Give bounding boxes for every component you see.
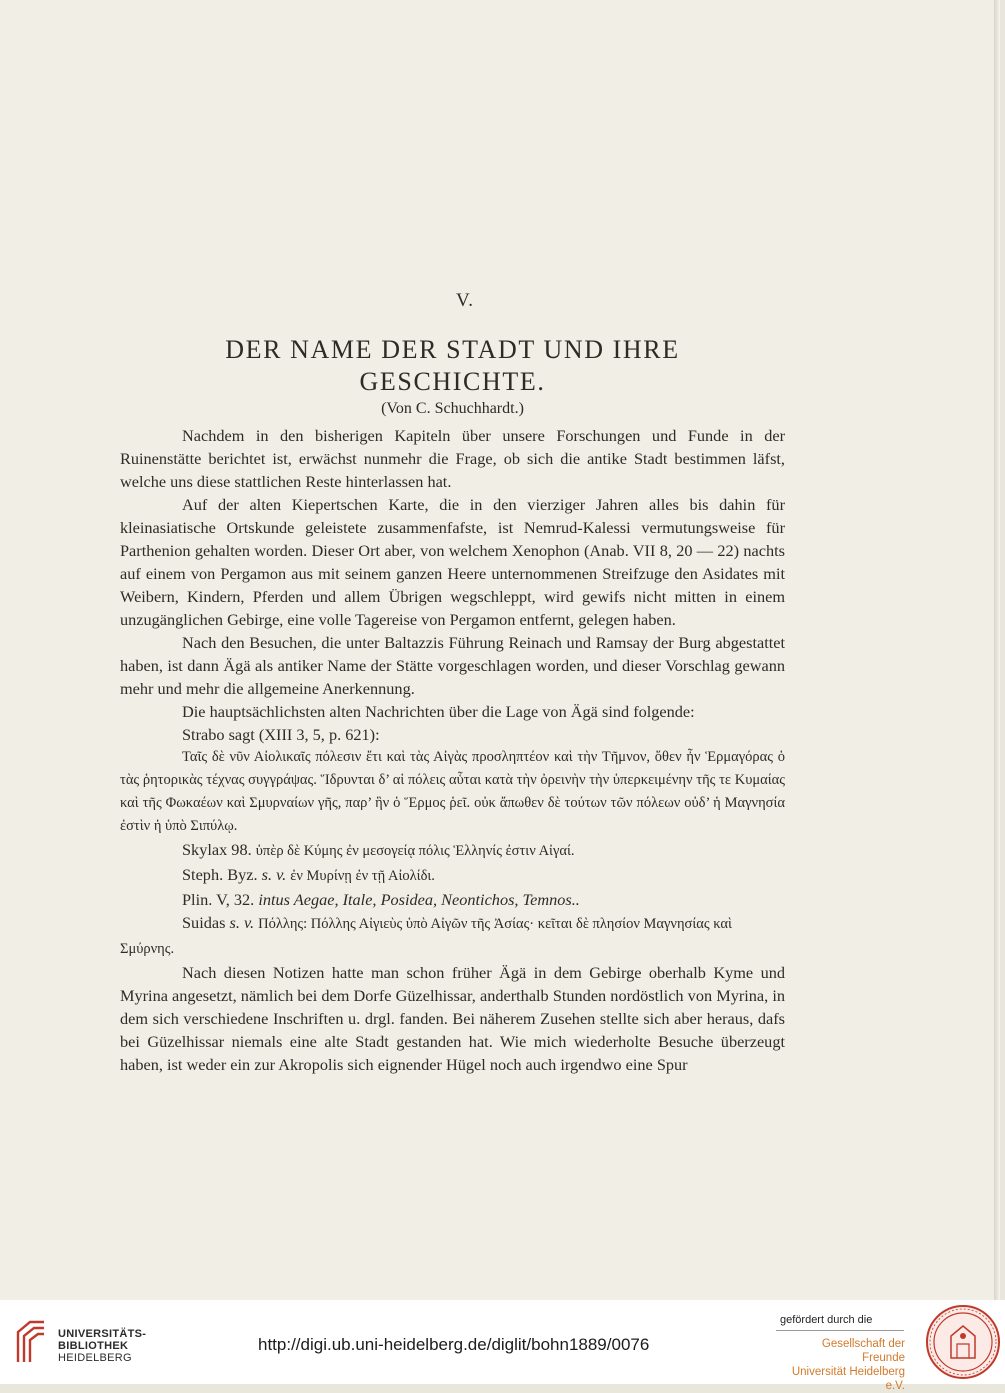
paragraph: Auf der alten Kiepertschen Karte, die in den vierziger Jahren alles bis dahin für kleinasiatische Ortskunde geleistete zusammenfafste, ist Nemrud-Kalessi vermutungsweise für Parthenion gehalten worden. Dieser Ort aber, von welchem Xenophon (Anab. VII 8, 20 — 22) nachts auf einem von Pergamon aus mit seinem ganzen Heere unternommenen Streifzuge den Asidates mit Weibern, Kindern, Pferden und allem Übrigen wegschleppt, wird gewifs nicht mitten in einem unzugänglichen Gebirge, eine volle Tagereise von Pergamon entfernt, gelegen haben. xyxy=(120,495,785,629)
source-text: intus Aegae, Itale, Posidea, Neontichos, Temnos.. xyxy=(258,890,580,909)
paragraph: Nach diesen Notizen hatte man schon früher Ägä in dem Gebirge oberhalb Kyme und Myrina angesetzt, nämlich bei dem Dorfe Güzelhissar, anderthalb Stunden nordöstlich von Myrina, in dem sich verschiedene Inschriften u. drgl. fanden. Bei näherem Zusehen stellte sich aber heraus, dafs bei Güzelhissar niemals eine alte Stadt gestanden hat. Wie mich wiederholte Besuche überzeugt haben, ist weder ein zur Akropolis sich eignender Hügel noch auch irgendwo eine Spur xyxy=(120,963,785,1074)
chapter-title xyxy=(120,334,785,398)
source-suidas xyxy=(120,911,785,961)
source-skylax xyxy=(120,838,785,863)
library-logo-icon[interactable] xyxy=(14,1318,48,1366)
paragraph: Nach den Besuchen, die unter Baltazzis Führung Reinach und Ramsay der Burg abgestattet haben, ist dann Ägä als antiker Name der Stätte vorgeschlagen worden, und dieser Vorschlag gewann mehr und mehr die allgemeine Anerkennung. xyxy=(120,633,785,698)
chapter-author: (Von C. Schuchhardt.) xyxy=(381,400,524,417)
source-ref: Plin. V, 32. xyxy=(182,890,255,909)
sponsor-name[interactable] xyxy=(777,1337,905,1393)
source-text: ἐν Μυρίνῃ ἐν τῇ Αἰολίδι. xyxy=(290,868,435,884)
source-text: ὑπὲρ δὲ Κύμης ἐν μεσογείᾳ πόλις Ἑλληνίς ἐστιν Αἰγαί. xyxy=(255,843,575,859)
sponsor-divider xyxy=(776,1330,904,1331)
text-block xyxy=(120,290,785,1076)
library-name xyxy=(58,1328,146,1364)
paragraph: Die hauptsächlichsten alten Nachrichten über die Lage von Ägä sind folgende: xyxy=(182,702,695,721)
chapter-title-line1: DER NAME DER STADT UND IHRE xyxy=(225,335,680,364)
sponsor-label: gefördert durch die xyxy=(780,1314,873,1326)
source-ref: Steph. Byz. xyxy=(182,865,258,884)
chapter-number: V. xyxy=(455,290,475,311)
sponsor-name-line2: Universität Heidelberg e.V. xyxy=(791,1366,905,1392)
source-abbr: s. v. xyxy=(261,865,287,884)
footer-bar xyxy=(0,1300,1005,1392)
library-name-line2: BIBLIOTHEK xyxy=(58,1340,129,1352)
source-stephanus xyxy=(120,863,785,888)
permalink-url[interactable]: http://digi.ub.uni-heidelberg.de/diglit/bohn1889/0076 xyxy=(258,1335,650,1354)
source-text: Πόλλης: Πόλλης Αἰγιεὺς ὑπὸ Αἰγῶν τῆς Ἀσίας· κεῖται δὲ πλησίον Μαγνησίας καὶ Σμύρνης. xyxy=(120,916,732,957)
strabo-quote: Ταῖς δὲ νῦν Αἰολικαῖς πόλεσιν ἔτι καὶ τὰς Αἰγὰς προσληπτέον καὶ τὴν Τῆμνον, ὅθεν ἦν Ἑρμαγόρας ὁ τὰς ῥητορικὰς τέχνας συγγράψας. Ἵδρυνται δ’ αἱ πόλεις αὗται κατὰ τὴν ὀρεινὴν τὴν ὑπερκειμένην τῆς τε Κυμαίας καὶ τῆς Φωκαέων καὶ Σμυρναίων γῆς, παρ’ ἣν ὁ Ἕρμος ῥεῖ. οὐκ ἄπωθεν δὲ τούτων τῶν πόλεων οὐδ’ ἡ Μαγνησία ἐστὶν ἡ ὑπὸ Σιπύλῳ. xyxy=(120,749,785,834)
sponsor-name-line1: Gesellschaft der Freunde xyxy=(821,1338,905,1364)
source-ref: Suidas xyxy=(182,913,226,932)
source-abbr: s. v. xyxy=(229,913,255,932)
paragraph: Nachdem in den bisherigen Kapiteln über unsere Forschungen und Funde in der Ruinenstätte berichtet ist, erwächst nunmehr die Frage, ob sich die antike Stadt bestimmen läfst, welche uns diese stattlichen Reste hinterlassen hat. xyxy=(120,426,785,491)
source-ref: Skylax 98. xyxy=(182,840,252,859)
university-seal-icon[interactable] xyxy=(925,1304,1001,1380)
page-edge xyxy=(994,0,1000,1300)
library-name-line3: HEIDELBERG xyxy=(58,1352,132,1364)
strabo-intro: Strabo sagt (XIII 3, 5, p. 621): xyxy=(182,725,380,744)
library-name-line1: UNIVERSITÄTS- xyxy=(58,1328,147,1340)
source-plinius xyxy=(120,888,785,911)
chapter-title-line2: GESCHICHTE. xyxy=(359,367,546,396)
